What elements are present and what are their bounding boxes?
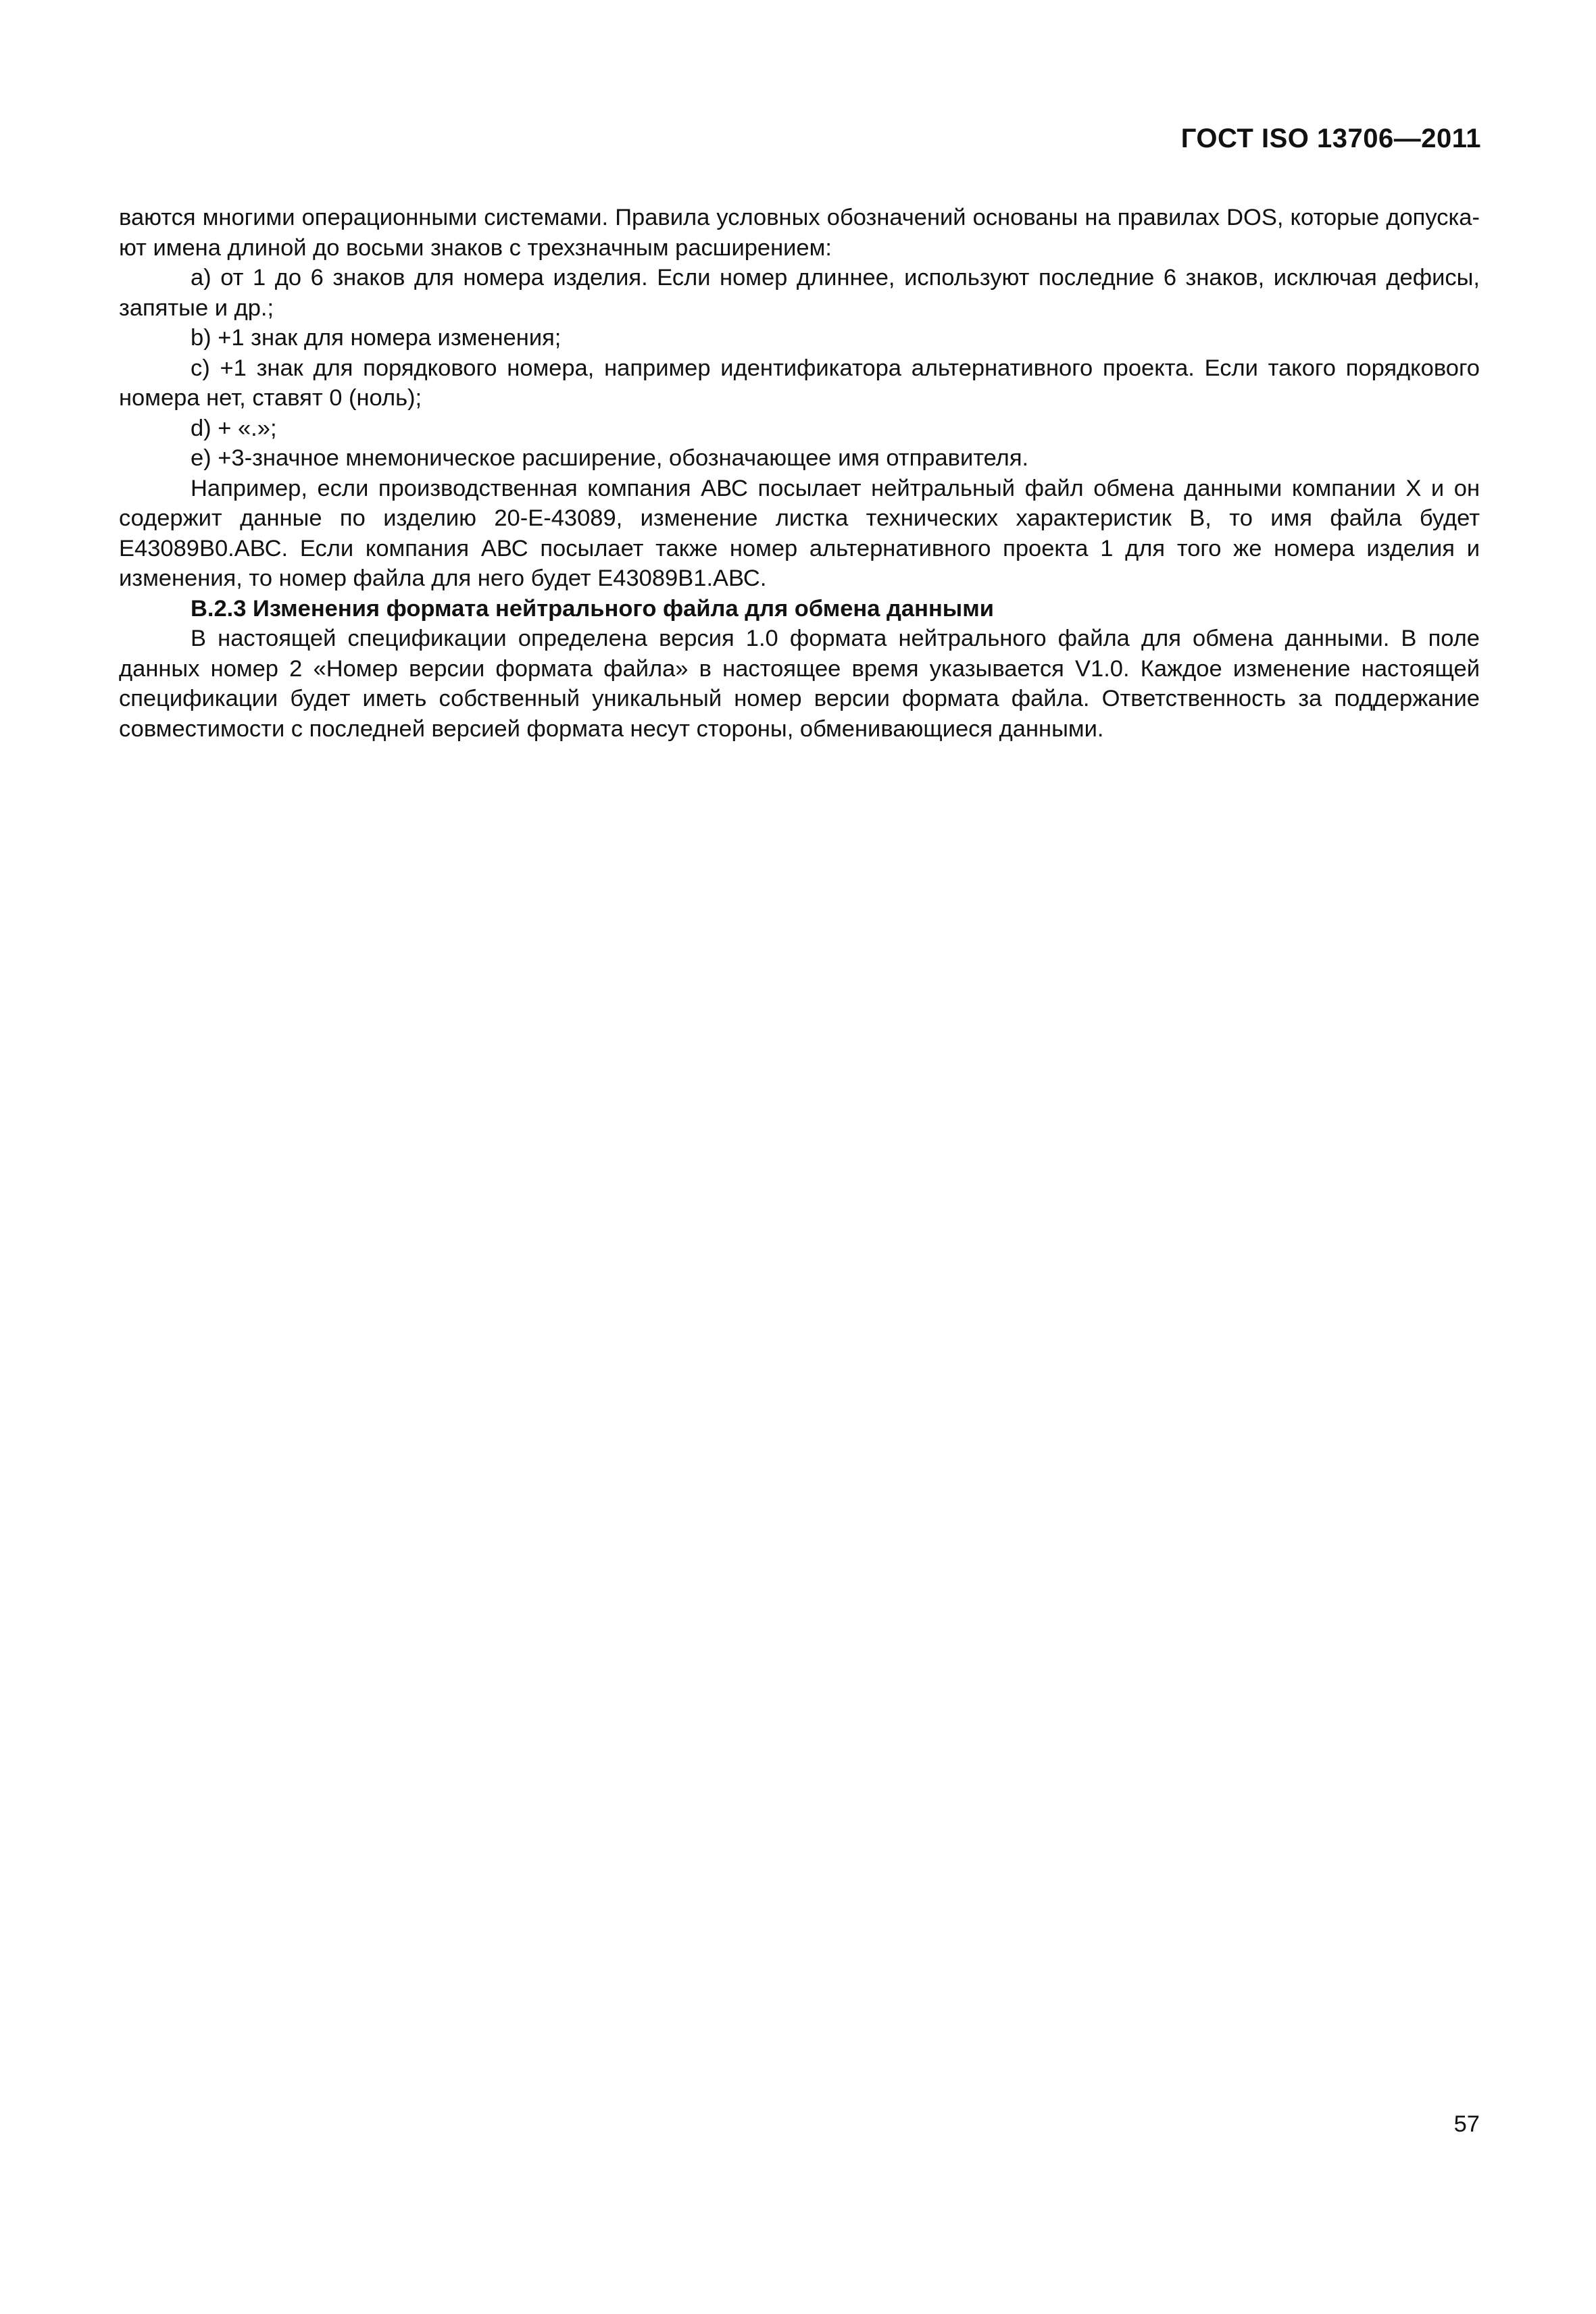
list-item-e: e) +3-значное мнемоническое расширение, обозначающее имя отправителя. <box>191 445 1029 471</box>
list-item-c: c) +1 знак для порядкового номера, например идентификатора альтернативного проекта. Если такого порядкового номера нет, ставят 0 (ноль); <box>119 355 1480 411</box>
example-paragraph: Например, если производственная компания АВС посылает нейтральный файл обмена данными компании X и он содержит данные по изделию 20-Е-43089, изменение листка технических характеристик В, то имя файла будет Е43089В0.АВС. Если компания АВС посылает также номер альтернативного проекта 1 для того же номера изделия и изменения, то номер файла для него будет Е43089В1.АВС. <box>119 475 1480 591</box>
standard-header: ГОСТ ISO 13706—2011 <box>1180 124 1481 153</box>
section-heading: В.2.3 Изменения формата нейтрального файла для обмена данными <box>191 595 994 622</box>
list-item-b: b) +1 знак для номера изменения; <box>191 325 562 351</box>
body-text <box>119 203 1480 744</box>
paragraph-continuation: ваются многими операционными системами. Правила условных обозначений основаны на правилах DOS, которые допускают имена длиной до восьми знаков с трехзначным расширением: <box>119 205 1480 261</box>
list-item-a: а) от 1 до 6 знаков для номера изделия. Если номер длиннее, используют последние 6 знаков, исключая дефисы, запятые и др.; <box>119 265 1480 321</box>
version-paragraph: В настоящей спецификации определена версия 1.0 формата нейтрального файла для обмена данными. В поле данных номер 2 «Номер версии формата файла» в настоящее время указывается V1.0. Каждое изменение настоящей спецификации будет иметь собственный уникальный номер версии формата файла. Ответственность за поддержание совместимости с последней версией формата несут стороны, обменивающиеся данными. <box>119 626 1480 742</box>
page-number: 57 <box>1453 2111 1480 2137</box>
list-item-d: d) + «.»; <box>191 415 277 441</box>
